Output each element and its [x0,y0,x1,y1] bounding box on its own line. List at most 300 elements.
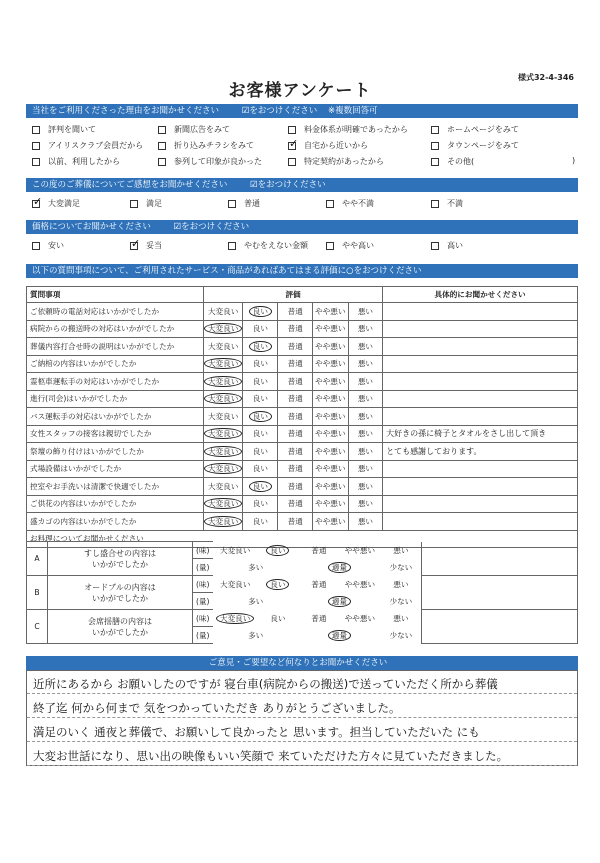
question-text: 祭壇の飾り付けはいかがでしたか [27,443,204,461]
food-question-2: いかがでしたか [92,559,148,569]
rating-option: 大変良い [220,545,251,555]
amount-option: 適量 [328,630,351,641]
reason-option[interactable] [431,156,474,167]
reason-option-label: ホームページをみて [447,125,519,134]
checked-checkbox-icon[interactable] [32,200,40,208]
impression-option[interactable] [431,198,463,209]
taste-label: (味) [193,610,214,627]
rating-cell[interactable] [243,425,278,443]
section-reason-note2: ※複数回答可 [327,106,378,116]
rating-option: 悪い [357,394,373,404]
rating-cell[interactable] [243,338,278,356]
amount-option: 少ない [389,562,413,572]
col-detail: 具体的にお聞かせください [383,287,578,303]
impression-options [32,198,578,212]
detail-cell[interactable] [422,542,578,559]
rating-option: 大変良い [207,306,239,316]
comments-header [26,656,578,670]
rating-option: やや悪い [344,613,376,623]
detail-answer[interactable] [383,460,578,478]
question-text: ご供花の内容はいかがでしたか [27,495,204,513]
detail-answer[interactable] [383,513,578,531]
rating-option: 大変良い [204,463,242,474]
rating-cell[interactable] [243,513,278,531]
checkbox-icon[interactable] [158,126,166,134]
rating-option: やや悪い [344,579,376,589]
rating-option: 大変良い [204,358,242,369]
price-options [32,240,578,254]
rating-option: 普通 [311,579,327,589]
detail-answer[interactable]: 大好きの孫に椅子とタオルをさし出して頂き [383,425,578,443]
comment-line: 大変お世話になり、思い出の映像もいい笑顔で 来ていただけた方々に見ていただきました。 [33,749,509,763]
rating-cell[interactable] [203,495,242,513]
reason-option-label: その他( [447,157,475,166]
rating-option: やや悪い [315,446,346,456]
section-reason-title: 当社をご利用くださった理由をお聞かせください [32,106,220,116]
amount-cell[interactable] [298,559,380,576]
rating-option: 普通 [287,499,303,509]
rating-cell[interactable] [203,478,242,496]
rating-option: 悪い [357,359,373,369]
rating-cell[interactable] [348,320,383,338]
comment-line: 満足のいく 通夜と葬儀で、お願いして良かったと 思います。担当していただいた にも [33,725,480,739]
rating-cell[interactable] [203,390,242,408]
detail-answer[interactable] [383,303,578,321]
reason-option-label: 以前、利用したから [48,157,120,166]
amount-cell[interactable] [380,559,422,576]
rating-option: やや悪い [315,359,346,369]
rating-cell[interactable] [380,610,422,627]
rating-option: 良い [252,516,268,526]
question-text: 式場設備はいかがでしたか [27,460,204,478]
rating-cell[interactable] [203,408,242,426]
col-question: 質問事項 [27,287,204,303]
amount-option: 多い [248,630,264,640]
rating-cell[interactable] [243,320,278,338]
rating-option: やや悪い [315,376,346,386]
rating-cell[interactable] [203,460,242,478]
rating-cell[interactable] [243,303,278,321]
amount-cell[interactable] [298,627,380,644]
impression-option[interactable] [228,198,260,209]
amount-option: 少ない [389,630,413,640]
rating-cell[interactable] [312,478,348,496]
rating-cell[interactable] [380,576,422,593]
detail-answer[interactable] [383,390,578,408]
rating-cell[interactable] [243,478,278,496]
rating-cell[interactable] [348,303,383,321]
rating-cell[interactable] [203,320,242,338]
amount-option: 少ない [389,596,413,606]
rating-cell[interactable] [243,408,278,426]
section-impression-note: ☑をおつけください [250,180,326,190]
table-row [27,303,578,321]
rating-option: 普通 [287,376,303,386]
taste-label: (味) [193,576,214,593]
rating-cell[interactable] [243,355,278,373]
checked-checkbox-icon[interactable] [130,242,138,250]
reason-option-label: タウンページをみて [447,141,519,150]
rating-cell[interactable] [278,478,313,496]
detail-answer[interactable] [383,338,578,356]
rating-cell[interactable] [213,576,257,593]
checkbox-icon[interactable] [431,158,439,166]
food-row [27,542,578,559]
rating-cell[interactable] [312,303,348,321]
rating-option: やや悪い [315,411,346,421]
rating-option: 大変良い [204,446,242,457]
impression-option[interactable] [326,198,374,209]
section-price-title: 価格についてお聞かせください [32,222,151,232]
checkbox-icon[interactable] [130,200,138,208]
rating-cell[interactable] [348,390,383,408]
checkbox-icon[interactable] [288,126,296,134]
rating-cell[interactable] [339,576,380,593]
rating-cell[interactable] [278,320,313,338]
rating-cell[interactable] [312,495,348,513]
rating-cell[interactable] [257,610,298,627]
checkbox-icon[interactable] [32,242,40,250]
checkbox-icon[interactable] [228,200,236,208]
rating-option: 悪い [357,464,373,474]
rating-cell[interactable] [278,338,313,356]
reason-option[interactable] [158,140,254,151]
section-impression-title: この度のご葬儀についてご感想をお聞かせください [32,180,228,190]
checkbox-icon[interactable] [158,158,166,166]
rating-cell[interactable] [203,355,242,373]
rating-cell[interactable] [312,373,348,391]
rating-option: やや悪い [315,464,346,474]
rating-option: 悪い [393,579,409,589]
table-row [27,460,578,478]
food-row [27,576,578,593]
amount-cell[interactable] [298,593,380,610]
rating-option: 大変良い [204,516,242,527]
rating-cell[interactable] [243,460,278,478]
checkbox-icon[interactable] [228,242,236,250]
rating-cell[interactable] [312,425,348,443]
reason-option-label: アイリスクラブ会員だから [48,141,144,150]
rating-option: 悪い [357,306,373,316]
reason-option[interactable] [158,124,230,135]
rating-option: 普通 [311,545,327,555]
rating-cell[interactable] [203,443,242,461]
rating-cell[interactable] [348,355,383,373]
checkbox-icon[interactable] [288,158,296,166]
table-row [27,373,578,391]
rating-cell[interactable] [278,355,313,373]
rating-cell[interactable] [312,320,348,338]
rating-option: 悪い [357,429,373,439]
col-rating: 評価 [203,287,382,303]
rating-option: 悪い [393,545,409,555]
checkbox-icon[interactable] [158,142,166,150]
checkbox-icon[interactable] [431,242,439,250]
comments-title: ご意見・ご要望など何なりとお聞かせください [208,658,388,668]
checkbox-icon[interactable] [431,200,439,208]
detail-answer[interactable]: とても感謝しております。 [383,443,578,461]
rating-option: やや悪い [315,516,346,526]
rating-cell[interactable] [213,542,257,559]
table-row [27,478,578,496]
rating-cell[interactable] [348,513,383,531]
checked-checkbox-icon[interactable] [288,142,296,150]
rating-cell[interactable] [257,542,298,559]
rating-cell[interactable] [339,610,380,627]
rating-cell[interactable] [203,425,242,443]
rating-cell[interactable] [348,443,383,461]
impression-option[interactable] [130,198,162,209]
question-text: 葬儀内容打合せ時の説明はいかがでしたか [27,338,204,356]
checkbox-icon[interactable] [32,158,40,166]
detail-answer[interactable] [383,495,578,513]
question-text: ご納棺の内容はいかがでしたか [27,355,204,373]
detail-cell[interactable] [422,627,578,644]
rating-option: やや悪い [315,429,346,439]
reason-option-label: 特定契約があったから [304,157,384,166]
price-option[interactable] [130,240,162,251]
rating-cell[interactable] [278,443,313,461]
reason-option[interactable] [158,156,262,167]
form-number: 様式32-4-346 [517,73,574,82]
food-question: すし盛合せの内容は [84,548,156,558]
rating-option: 良い [252,446,268,456]
amount-option: 多い [248,562,264,572]
checkbox-icon[interactable] [431,142,439,150]
rating-cell[interactable] [278,513,313,531]
rating-option: 大変良い [204,428,242,439]
rating-option: 良い [252,429,268,439]
rating-cell[interactable] [312,408,348,426]
rating-cell[interactable] [312,355,348,373]
amount-option: 多い [248,596,264,606]
rating-option: 良い [266,545,289,556]
rating-cell[interactable] [312,460,348,478]
rating-cell[interactable] [243,495,278,513]
rating-option: 大変良い [207,411,239,421]
rating-cell[interactable] [348,478,383,496]
rating-option: 良い [249,306,272,317]
detail-cell[interactable] [422,576,578,593]
rating-cell[interactable] [312,513,348,531]
rating-option: 良い [270,613,286,623]
section-rating-header [26,264,578,278]
reason-option[interactable] [431,124,519,135]
rating-option: 大変良い [207,481,239,491]
detail-answer[interactable] [383,373,578,391]
amount-cell[interactable] [380,593,422,610]
price-option-label: やむをえない金額 [244,241,308,250]
table-row [27,495,578,513]
rating-option: 普通 [311,613,327,623]
rating-cell[interactable] [312,443,348,461]
price-option[interactable] [431,240,463,251]
amount-option: 適量 [328,596,351,607]
rating-cell[interactable] [348,373,383,391]
rating-option: 悪い [357,411,373,421]
rating-cell[interactable] [348,495,383,513]
section-reason-header [26,104,578,118]
rating-cell[interactable] [278,460,313,478]
rating-cell[interactable] [203,373,242,391]
rating-option: 大変良い [216,613,254,624]
checkbox-icon[interactable] [32,126,40,134]
rating-option: 普通 [287,464,303,474]
food-key: C [27,610,48,644]
section-reason-note: ☑をおつけください [241,106,318,116]
rating-cell[interactable] [278,408,313,426]
checkbox-icon[interactable] [326,242,334,250]
detail-answer[interactable] [383,355,578,373]
rating-cell[interactable] [348,338,383,356]
reason-option-label: 折り込みチラシをみて [174,141,254,150]
rating-cell[interactable] [348,460,383,478]
table-row [27,443,578,461]
table-row [27,408,578,426]
rating-option: 普通 [287,411,303,421]
amount-label: (量) [193,593,214,610]
checkbox-icon[interactable] [326,200,334,208]
rating-cell[interactable] [243,443,278,461]
comment-rule [27,741,577,742]
amount-cell[interactable] [213,593,298,610]
rating-cell[interactable] [312,338,348,356]
rating-option: 大変良い [204,323,242,334]
price-option[interactable] [228,240,308,251]
reason-option[interactable] [288,156,384,167]
rating-option: 大変良い [220,579,251,589]
reason-option[interactable] [288,124,408,135]
detail-cell[interactable] [422,593,578,610]
comments-area[interactable] [26,670,578,766]
rating-option: やや悪い [315,394,346,404]
question-text: 霊柩車運転手の対応はいかがでしたか [27,373,204,391]
rating-option: 良い [252,464,268,474]
rating-cell[interactable] [298,610,339,627]
question-text: ご依頼時の電話対応はいかがでしたか [27,303,204,321]
rating-cell[interactable] [278,495,313,513]
rating-cell[interactable] [257,576,298,593]
rating-option: 悪い [357,499,373,509]
rating-option: やや悪い [315,481,346,491]
comment-line: 終了迄 何から何まで 気をつかっていただき ありがとうございました。 [33,701,401,715]
rating-cell[interactable] [203,338,242,356]
rating-cell[interactable] [278,390,313,408]
comment-rule [27,693,577,694]
rating-cell[interactable] [348,408,383,426]
question-text: 盛カゴの内容はいかがでしたか [27,513,204,531]
rating-cell[interactable] [380,542,422,559]
rating-cell[interactable] [243,373,278,391]
reason-option[interactable] [32,124,96,135]
page-title: お客様アンケート [228,81,372,101]
reason-option[interactable] [32,156,120,167]
rating-option: 悪い [357,446,373,456]
price-option-label: やや高い [342,241,374,250]
rating-option: 普通 [287,446,303,456]
price-option-label: 妥当 [146,241,162,250]
question-text: 進行(司会)はいかがでしたか [27,390,204,408]
rating-option: 良い [252,324,268,334]
rating-table [26,286,578,548]
rating-option: 良い [249,341,272,352]
detail-answer[interactable] [383,478,578,496]
taste-label: (味) [193,542,214,559]
checkbox-icon[interactable] [431,126,439,134]
amount-cell[interactable] [380,627,422,644]
rating-cell[interactable] [278,373,313,391]
rating-cell[interactable] [298,576,339,593]
comment-line: 近所にあるから お願いしたのですが 寝台車(病院からの搬送)で送っていただく所から葬儀 [33,677,498,691]
food-question-2: いかがでしたか [92,593,148,603]
detail-answer[interactable] [383,320,578,338]
impression-option-label: 普通 [244,199,260,208]
amount-cell[interactable] [213,559,298,576]
rating-option: 大変良い [204,498,242,509]
reason-option[interactable] [431,140,519,151]
rating-cell[interactable] [213,610,257,627]
impression-option-label: 満足 [146,199,162,208]
rating-option: 悪い [357,481,373,491]
question-text: バス運転手の対応はいかがでしたか [27,408,204,426]
rating-option: 普通 [287,306,303,316]
amount-cell[interactable] [213,627,298,644]
rating-option: 良い [252,359,268,369]
rating-option: 普通 [287,341,303,351]
rating-cell[interactable] [203,513,242,531]
rating-option: 普通 [287,359,303,369]
price-option[interactable] [326,240,374,251]
price-option-label: 高い [447,241,463,250]
section-rating-title: 以下の質問事項について、ご利用されたサービス・商品があればあてはまる評価に○をおつけください [32,266,422,276]
rating-option: 大変良い [207,341,239,351]
detail-answer[interactable] [383,408,578,426]
price-option[interactable] [32,240,64,251]
rating-option: 普通 [287,324,303,334]
rating-cell[interactable] [339,542,380,559]
food-key: B [27,576,48,610]
rating-option: やや悪い [344,545,376,555]
rating-option: やや悪い [315,306,346,316]
rating-option: やや悪い [315,499,346,509]
rating-cell[interactable] [298,542,339,559]
rating-option: 悪い [357,516,373,526]
rating-cell[interactable] [278,303,313,321]
rating-cell[interactable] [243,390,278,408]
amount-label: (量) [193,627,214,644]
table-row [27,320,578,338]
rating-cell[interactable] [203,303,242,321]
impression-option[interactable] [32,198,80,209]
impression-option-label: 大変満足 [48,199,80,208]
rating-option: 普通 [287,394,303,404]
checkbox-icon[interactable] [32,142,40,150]
reason-option[interactable] [288,140,368,151]
food-row [27,610,578,627]
question-text: 女性スタッフの接客は親切でしたか [27,425,204,443]
table-row [27,390,578,408]
reason-option[interactable] [32,140,143,151]
rating-option: 悪い [393,613,409,623]
rating-cell[interactable] [278,425,313,443]
detail-cell[interactable] [422,559,578,576]
section-price-header [26,220,578,234]
detail-cell[interactable] [422,610,578,627]
rating-cell[interactable] [348,425,383,443]
rating-cell[interactable] [312,390,348,408]
rating-option: やや悪い [315,324,346,334]
rating-option: 良い [266,579,289,590]
